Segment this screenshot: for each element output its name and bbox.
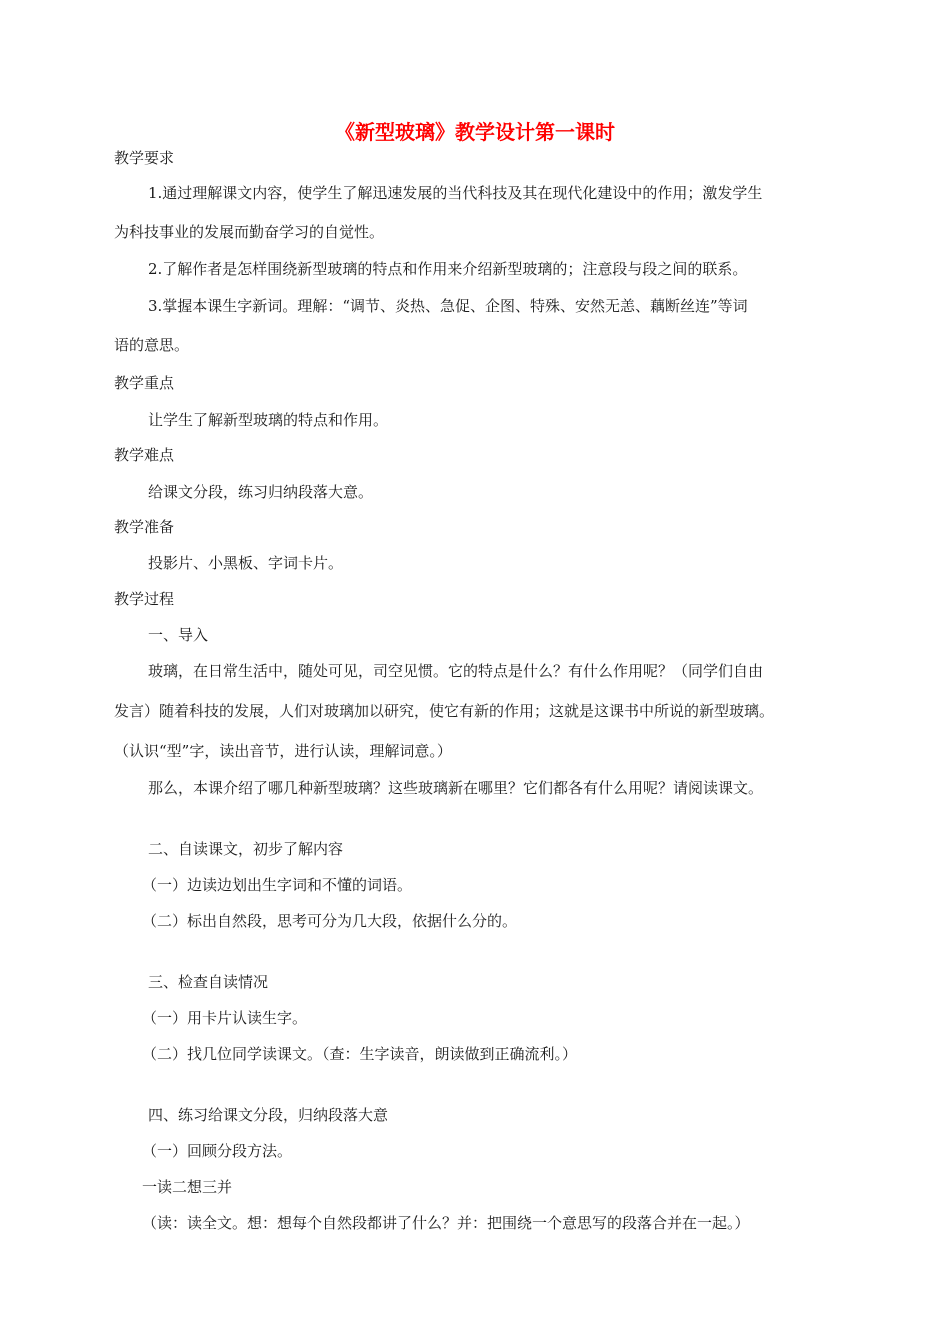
step-3-item-2: （二）找几位同学读课文。（查：生字读音，朗读做到正确流利。） [142,1045,578,1063]
section-heading-requirements: 教学要求 [114,149,175,167]
difficulty-text: 给课文分段，练习归纳段落大意。 [148,483,374,501]
step-4-item-1: （一）回顾分段方法。 [142,1142,293,1160]
step-1-paragraph-2: 那么，本课介绍了哪几种新型玻璃？这些玻璃新在哪里？它们都各有什么用呢？请阅读课文。 [148,779,764,797]
requirement-1-line-1: 1.通过理解课文内容，使学生了解迅速发展的当代科技及其在现代化建设中的作用；激发学生 [148,184,763,202]
step-4-heading: 四、练习给课文分段，归纳段落大意 [148,1106,389,1124]
document-title: 《新型玻璃》教学设计第一课时 [335,120,615,144]
step-4-method: 一读二想三并 [142,1178,233,1196]
step-1-heading: 一、导入 [148,626,209,644]
step-3-item-1: （一）用卡片认读生字。 [142,1009,308,1027]
step-3-heading: 三、检查自读情况 [148,973,269,991]
step-1-paragraph-1-line-3: （认识“型”字，读出音节，进行认读，理解词意。） [114,742,452,760]
section-heading-difficulty: 教学难点 [114,446,175,464]
focus-text: 让学生了解新型玻璃的特点和作用。 [148,411,389,429]
step-1-paragraph-1-line-1: 玻璃，在日常生活中，随处可见，司空见惯。它的特点是什么？有什么作用呢？（同学们自由 [148,662,764,680]
section-heading-preparation: 教学准备 [114,518,175,536]
requirement-3-line-1: 3.掌握本课生字新词。理解：“调节、炎热、急促、企图、特殊、安然无恙、藕断丝连”等词 [148,297,748,315]
preparation-text: 投影片、小黑板、字词卡片。 [148,554,344,572]
requirement-3-line-2: 语的意思。 [114,336,190,354]
section-heading-process: 教学过程 [114,590,175,608]
step-2-heading: 二、自读课文，初步了解内容 [148,840,344,858]
requirement-1-line-2: 为科技事业的发展而勤奋学习的自觉性。 [114,223,385,241]
step-2-item-1: （一）边读边划出生字词和不懂的词语。 [142,876,413,894]
section-heading-focus: 教学重点 [114,374,175,392]
step-1-paragraph-1-line-2: 发言）随着科技的发展，人们对玻璃加以研究，使它有新的作用；这就是这课书中所说的新型玻璃。 [114,702,775,720]
requirement-2: 2.了解作者是怎样围绕新型玻璃的特点和作用来介绍新型玻璃的；注意段与段之间的联系。 [148,260,748,278]
step-2-item-2: （二）标出自然段，思考可分为几大段，依据什么分的。 [142,912,518,930]
step-4-method-explanation: （读：读全文。想：想每个自然段都讲了什么？并：把围绕一个意思写的段落合并在一起。） [142,1214,750,1232]
